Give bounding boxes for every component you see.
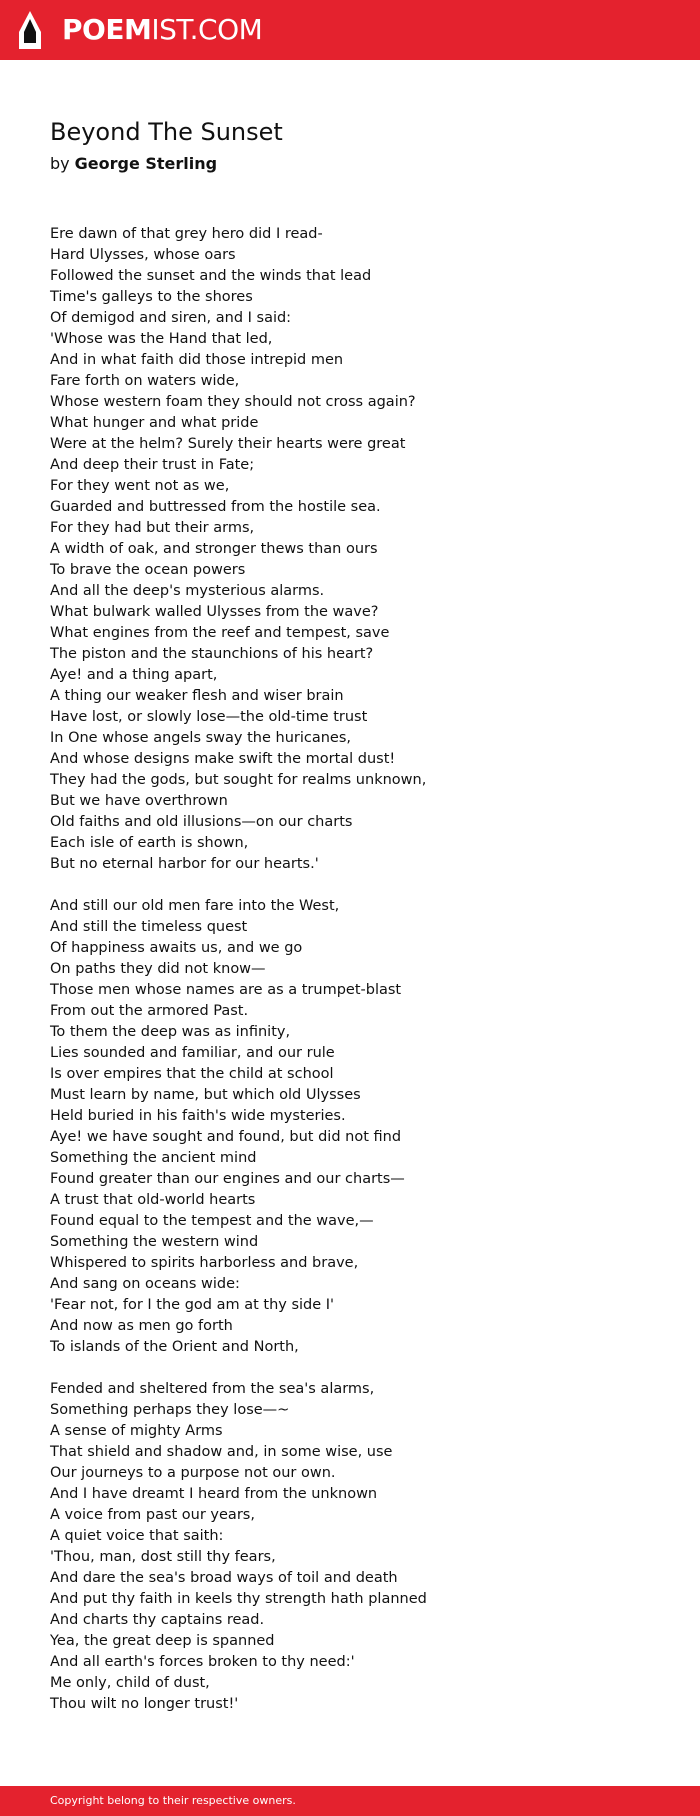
poem-line: To islands of the Orient and North, [50, 1339, 299, 1355]
poem-line: But we have overthrown [50, 793, 228, 809]
poem-line: And I have dreamt I heard from the unknown [50, 1486, 378, 1502]
stanza [50, 224, 660, 875]
poem-line: Something perhaps they lose—~ [50, 1402, 290, 1418]
poem-line: Our journeys to a purpose not our own. [50, 1465, 336, 1481]
poem-line: Yea, the great deep is spanned [50, 1633, 275, 1649]
copyright-text: Copyright belong to their respective owners. [50, 1794, 296, 1807]
poem-line: And now as men go forth [50, 1318, 233, 1334]
poem-line: Lies sounded and familiar, and our rule [50, 1045, 335, 1061]
byline-prefix: by [50, 154, 70, 173]
poem-line: To them the deep was as infinity, [50, 1024, 291, 1040]
site-logo[interactable] [18, 10, 262, 50]
poem-line: Ere dawn of that grey hero did I read- [50, 226, 323, 242]
poem-line: Must learn by name, but which old Ulysses [50, 1087, 361, 1103]
poem-line: Each isle of earth is shown, [50, 835, 249, 851]
poem-line: What hunger and what pride [50, 415, 259, 431]
poem-line: A thing our weaker flesh and wiser brain [50, 688, 344, 704]
poem-line: For they went not as we, [50, 478, 230, 494]
poem-line: But no eternal harbor for our hearts.' [50, 856, 319, 872]
poem-line: Found equal to the tempest and the wave,— [50, 1213, 374, 1229]
poem-line: A sense of mighty Arms [50, 1423, 223, 1439]
poem-line: 'Fear not, for I the god am at thy side I' [50, 1297, 335, 1313]
poem-line: Found greater than our engines and our charts— [50, 1171, 405, 1187]
poem-line: Old faiths and old illusions—on our charts [50, 814, 353, 830]
poem-line: On paths they did not know— [50, 961, 266, 977]
poem-line: And whose designs make swift the mortal dust! [50, 751, 396, 767]
poem-line: They had the gods, but sought for realms unknown, [50, 772, 427, 788]
poem-line: What engines from the reef and tempest, save [50, 625, 390, 641]
poem-content [50, 112, 660, 1715]
logo-text-strong: POEM [62, 13, 152, 46]
poem-line: In One whose angels sway the huricanes, [50, 730, 352, 746]
poem-line: And sang on oceans wide: [50, 1276, 240, 1292]
poem-line: Is over empires that the child at school [50, 1066, 334, 1082]
logo-text-light: IST.COM [151, 13, 263, 46]
poem-line: Whose western foam they should not cross again? [50, 394, 416, 410]
poem-body [50, 224, 660, 1715]
poem-line: And dare the sea's broad ways of toil and death [50, 1570, 398, 1586]
poem-line: A width of oak, and stronger thews than ours [50, 541, 378, 557]
poem-line: And put thy faith in keels thy strength hath planned [50, 1591, 427, 1607]
poem-line: And all earth's forces broken to thy need:' [50, 1654, 355, 1670]
poem-line: Held buried in his faith's wide mysteries. [50, 1108, 346, 1124]
poem-line: Time's galleys to the shores [50, 289, 253, 305]
poem-line: Something the western wind [50, 1234, 259, 1250]
site-footer [0, 1786, 700, 1816]
poem-line: 'Thou, man, dost still thy fears, [50, 1549, 276, 1565]
poem-line: What bulwark walled Ulysses from the wave? [50, 604, 379, 620]
poem-line: Aye! and a thing apart, [50, 667, 218, 683]
author-name[interactable]: George Sterling [74, 154, 218, 173]
poem-line: Of happiness awaits us, and we go [50, 940, 303, 956]
poem-line: And in what faith did those intrepid men [50, 352, 344, 368]
poem-title: Beyond The Sunset [50, 118, 283, 146]
poem-line: From out the armored Past. [50, 1003, 249, 1019]
poem-line: Hard Ulysses, whose oars [50, 247, 236, 263]
stanza [50, 1379, 660, 1715]
poem-line: A trust that old-world hearts [50, 1192, 256, 1208]
byline [50, 152, 660, 176]
poem-line: And charts thy captains read. [50, 1612, 265, 1628]
poem-line: And still the timeless quest [50, 919, 248, 935]
poem-line: Whispered to spirits harborless and brave, [50, 1255, 359, 1271]
poem-line: Of demigod and siren, and I said: [50, 310, 292, 326]
poem-line: 'Whose was the Hand that led, [50, 331, 273, 347]
poem-line: The piston and the staunchions of his heart? [50, 646, 374, 662]
poem-line: And deep their trust in Fate; [50, 457, 255, 473]
poem-line: Aye! we have sought and found, but did not find [50, 1129, 402, 1145]
pen-nib-icon [18, 10, 42, 50]
stanza [50, 896, 660, 1358]
poem-line: That shield and shadow and, in some wise, use [50, 1444, 393, 1460]
poem-line: Followed the sunset and the winds that lead [50, 268, 372, 284]
poem-line: Were at the helm? Surely their hearts were great [50, 436, 406, 452]
logo-wordmark [62, 10, 262, 50]
poem-line: Fended and sheltered from the sea's alarms, [50, 1381, 375, 1397]
poem-line: Something the ancient mind [50, 1150, 257, 1166]
poem-line: For they had but their arms, [50, 520, 255, 536]
poem-line: A voice from past our years, [50, 1507, 255, 1523]
poem-line: And still our old men fare into the West, [50, 898, 340, 914]
poem-line: Thou wilt no longer trust!' [50, 1696, 239, 1712]
poem-line: Me only, child of dust, [50, 1675, 210, 1691]
poem-line: Have lost, or slowly lose—the old-time trust [50, 709, 368, 725]
poem-line: Fare forth on waters wide, [50, 373, 240, 389]
poem-line: Guarded and buttressed from the hostile sea. [50, 499, 381, 515]
site-header [0, 0, 700, 60]
poem-line: And all the deep's mysterious alarms. [50, 583, 325, 599]
poem-line: Those men whose names are as a trumpet-blast [50, 982, 402, 998]
poem-line: A quiet voice that saith: [50, 1528, 224, 1544]
poem-line: To brave the ocean powers [50, 562, 246, 578]
